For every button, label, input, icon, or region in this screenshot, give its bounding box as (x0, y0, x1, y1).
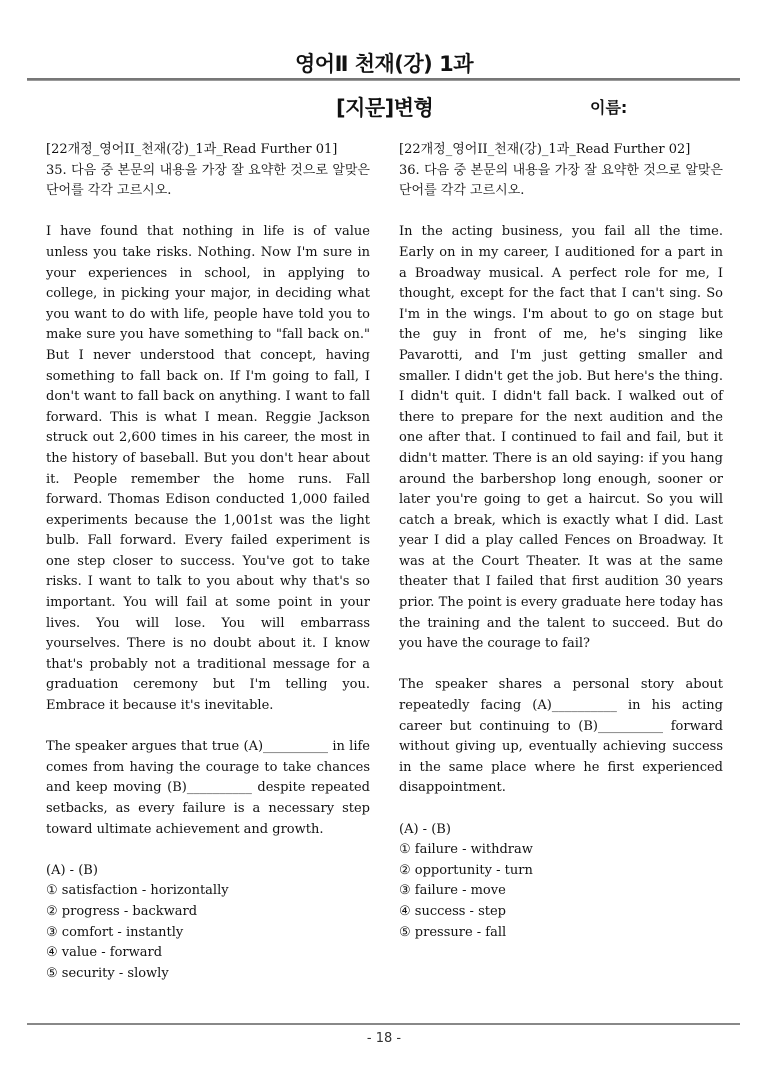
answer-options (399, 820, 723, 944)
question-passage: In the acting business, you fail all the time. Early on in my career, I auditioned for a part in a Broadway musical. A perfect role for me, I thought, except for the fact that I can't sing. So I'm in the wings. I'm about to go on stage but the guy in front of me, he's singing like Pavarotti, and I'm just getting smaller and smaller. I didn't get the job. But here's the thing. I didn't quit. I didn't fall back. I walked out of there to prepare for the next audition and the one after that. I continued to fail and fail, but it didn't matter. There is an old saying: if you hang around the barbershop long enough, sooner or later you're going to get a haircut. So you will catch a break, which is exactly what I did. Last year I did a play called Fences on Broadway. It was at the Court Theater. It was at the same theater that I failed that first audition 30 years prior. The point is every graduate here today has the training and the talent to succeed. But do you have the courage to fail? (399, 224, 723, 652)
answer-option[interactable]: ⑤ pressure - fall (399, 924, 507, 940)
question-prompt: 35. 다음 중 본문의 내용을 가장 잘 요약한 것으로 알맞은 단어를 각각 고르시오. (46, 162, 370, 199)
question-passage: I have found that nothing in life is of value unless you take risks. Nothing. Now I'm sure in your experiences in school, in applying to college, in picking your major, in deciding what you want to do with life, people have told you to make sure you have something to "fall back on." But I never understood that concept, having something to fall back on. If I'm going to fall, I don't want to fall back on anything. I want to fall forward. This is what I mean. Reggie Jackson struck out 2,600 times in his career, the most in the history of baseball. But you don't hear about it. People remember the home runs. Fall forward. Thomas Edison conducted 1,000 failed experiments because the 1,001st was the light bulb. Fall forward. Every failed experiment is one step closer to success. You've got to take risks. I want to talk to you about why that's so important. You will fail at some point in your lives. You will lose. You will embarrass yourselves. There is no doubt about it. I know that's probably not a traditional message for a graduation ceremony but I'm telling you. Embrace it because it's inevitable. (46, 224, 370, 714)
summary-sentence: The speaker shares a personal story about repeatedly facing (A)__________ in his acting career but continuing to (B)__________ forward without giving up, eventually achieving success in the same place where he first experienced disappointment. (399, 677, 723, 796)
answer-option[interactable]: ② opportunity - turn (399, 862, 533, 878)
options-header: (A) - (B) (46, 862, 98, 878)
summary-sentence: The speaker argues that true (A)__________ in life comes from having the courage to take chances and keep moving (B)__________ despite repeated setbacks, as every failure is a necessary step toward ultimate achievement and growth. (46, 739, 370, 837)
footer-rule (27, 1023, 740, 1025)
page-title: 영어Ⅱ 천재(강) 1과 (295, 52, 473, 76)
answer-options (46, 861, 370, 985)
answer-option[interactable]: ① failure - withdraw (399, 842, 533, 858)
options-header: (A) - (B) (399, 821, 451, 837)
question-column-left (46, 140, 370, 984)
question-prompt: 36. 다음 중 본문의 내용을 가장 잘 요약한 것으로 알맞은 단어를 각각 고르시오. (399, 162, 723, 199)
answer-option[interactable]: ⑤ security - slowly (46, 965, 169, 981)
question-column-right (399, 140, 723, 943)
answer-option[interactable]: ④ value - forward (46, 945, 163, 961)
answer-option[interactable]: ① satisfaction - horizontally (46, 883, 229, 899)
answer-option[interactable]: ② progress - backward (46, 903, 198, 919)
answer-option[interactable]: ④ success - step (399, 903, 506, 919)
header-subtitle: [지문]변형 (336, 96, 434, 120)
answer-option[interactable]: ③ comfort - instantly (46, 924, 184, 940)
header-rule (27, 78, 740, 81)
question-source: [22개정_영어II_천재(강)_1과_Read Further 02] (399, 142, 691, 157)
name-label: 이름: (590, 98, 628, 117)
question-source: [22개정_영어II_천재(강)_1과_Read Further 01] (46, 142, 338, 157)
answer-option[interactable]: ③ failure - move (399, 883, 506, 899)
page-number: - 18 - (366, 1031, 402, 1046)
